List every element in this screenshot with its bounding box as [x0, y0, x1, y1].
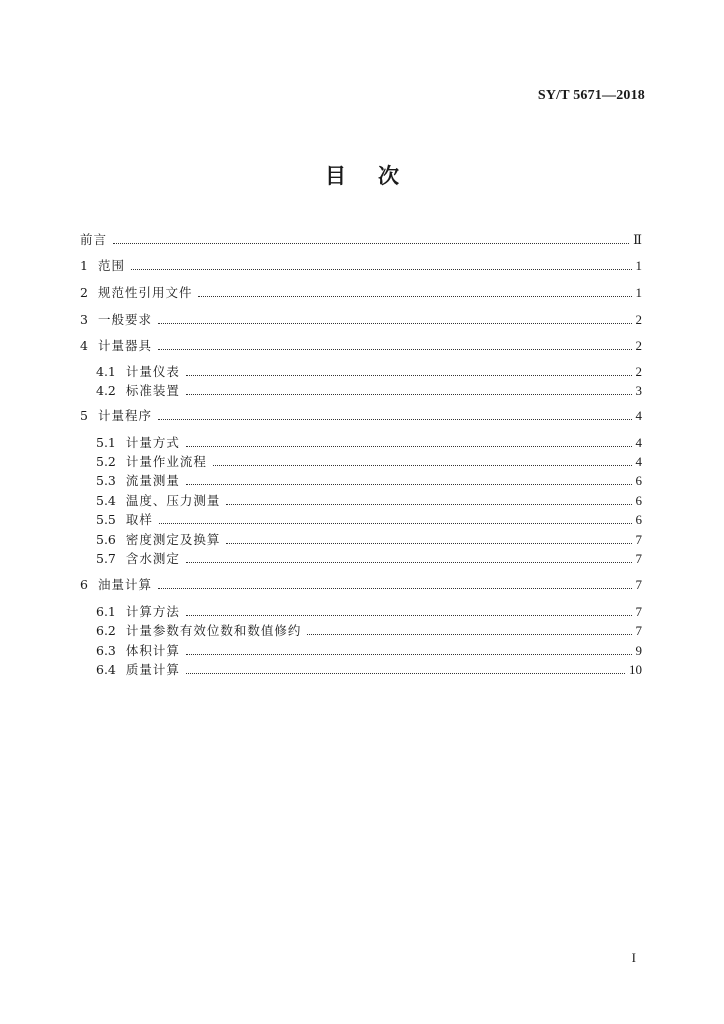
dot-leader — [226, 542, 631, 544]
toc-entry[interactable] — [96, 532, 642, 548]
toc-entry-page: 6 — [635, 473, 642, 488]
toc-entry-label: 计量程序 — [97, 408, 152, 423]
toc-entry-number: 5.4 — [96, 493, 116, 508]
table-of-contents — [80, 0, 642, 1024]
toc-entry[interactable] — [80, 577, 642, 593]
dot-leader — [186, 672, 625, 674]
toc-entry-label: 温度、压力测量 — [125, 493, 221, 508]
dot-leader — [186, 614, 632, 616]
toc-entry-page: 3 — [635, 383, 642, 398]
toc-entry-number: 4.2 — [96, 383, 116, 398]
toc-entry-number: 3 — [80, 312, 88, 327]
toc-entry[interactable] — [96, 623, 642, 639]
dot-leader — [213, 464, 632, 466]
dot-leader — [186, 374, 632, 376]
page-number: I — [631, 950, 636, 965]
toc-entry-page: 9 — [635, 643, 642, 658]
toc-entry-label: 体积计算 — [125, 643, 180, 658]
dot-leader — [186, 561, 632, 563]
toc-entry-number: 5.1 — [96, 435, 116, 450]
toc-entry-page: 4 — [635, 408, 642, 423]
toc-entry-label: 取样 — [125, 512, 153, 527]
toc-entry-number: 5.5 — [96, 512, 116, 527]
toc-entry-page: 2 — [635, 338, 642, 353]
toc-entry-page: Ⅱ — [633, 232, 642, 247]
toc-entry[interactable] — [96, 551, 642, 567]
toc-entry-page: 7 — [635, 532, 642, 547]
dot-leader — [226, 503, 631, 505]
toc-entry-label: 规范性引用文件 — [97, 285, 193, 300]
toc-entry[interactable] — [80, 258, 642, 274]
toc-entry-number: 6.4 — [96, 662, 116, 677]
toc-entry-label: 范围 — [97, 258, 125, 273]
toc-entry-page: 4 — [635, 435, 642, 450]
dot-leader — [131, 268, 632, 270]
toc-entry-label: 计量方式 — [125, 435, 180, 450]
toc-entry-number: 4 — [80, 338, 88, 353]
dot-leader — [186, 445, 632, 447]
toc-entry-number: 5.3 — [96, 473, 116, 488]
toc-entry-label: 前言 — [80, 232, 108, 247]
toc-entry-page: 7 — [635, 577, 642, 592]
dot-leader — [186, 393, 632, 395]
toc-entry-number: 5.2 — [96, 454, 116, 469]
toc-entry-label: 计算方法 — [125, 604, 180, 619]
toc-entry-page: 4 — [635, 454, 642, 469]
toc-entry[interactable] — [96, 643, 642, 659]
dot-leader — [158, 418, 632, 420]
toc-entry-label: 质量计算 — [125, 662, 180, 677]
toc-entry-page: 1 — [635, 258, 642, 273]
toc-entry-number: 6.2 — [96, 623, 116, 638]
toc-entry[interactable] — [96, 383, 642, 399]
toc-entry-number: 4.1 — [96, 364, 116, 379]
toc-entry-label: 一般要求 — [97, 312, 152, 327]
dot-leader — [113, 242, 629, 244]
dot-leader — [159, 522, 632, 524]
toc-entry[interactable] — [80, 312, 642, 328]
toc-entry-label: 密度测定及换算 — [125, 532, 221, 547]
toc-entry-number: 6 — [80, 577, 88, 592]
toc-entry-number: 2 — [80, 285, 88, 300]
toc-entry-number: 5.6 — [96, 532, 116, 547]
toc-entry-label: 计量仪表 — [125, 364, 180, 379]
dot-leader — [158, 587, 632, 589]
toc-entry[interactable] — [96, 364, 642, 380]
toc-title: 目次 — [325, 164, 431, 188]
toc-entry[interactable] — [96, 512, 642, 528]
toc-entry-page: 2 — [635, 364, 642, 379]
toc-entry-number: 6.1 — [96, 604, 116, 619]
toc-entry[interactable] — [80, 285, 642, 301]
toc-entry-label: 流量测量 — [125, 473, 180, 488]
toc-entry-page: 1 — [635, 285, 642, 300]
toc-entry[interactable] — [96, 454, 642, 470]
toc-entry[interactable] — [96, 604, 642, 620]
toc-entry[interactable] — [80, 408, 642, 424]
dot-leader — [307, 633, 631, 635]
standard-code: SY/T 5671—2018 — [537, 88, 645, 103]
toc-entry[interactable] — [96, 473, 642, 489]
toc-entry-number: 5.7 — [96, 551, 116, 566]
toc-entry-number: 6.3 — [96, 643, 116, 658]
toc-entry-page: 7 — [635, 551, 642, 566]
toc-entry-page: 7 — [635, 604, 642, 619]
toc-entry[interactable] — [80, 338, 642, 354]
dot-leader — [186, 653, 632, 655]
toc-entry-number: 1 — [80, 258, 88, 273]
toc-entry-page: 6 — [635, 493, 642, 508]
toc-entry-page: 7 — [635, 623, 642, 638]
toc-entry-page: 2 — [635, 312, 642, 327]
toc-entry-label: 计量器具 — [97, 338, 152, 353]
toc-entry-page: 10 — [629, 662, 642, 677]
dot-leader — [158, 348, 632, 350]
toc-entry-label: 标准装置 — [125, 383, 180, 398]
toc-entry-label: 油量计算 — [97, 577, 152, 592]
dot-leader — [158, 322, 632, 324]
dot-leader — [198, 295, 631, 297]
toc-entry-number: 5 — [80, 408, 88, 423]
toc-entry[interactable] — [96, 662, 642, 678]
toc-entry-label: 计量参数有效位数和数值修约 — [125, 623, 302, 638]
toc-entry-label: 计量作业流程 — [125, 454, 207, 469]
toc-entry[interactable] — [96, 435, 642, 451]
toc-entry[interactable] — [96, 493, 642, 509]
toc-entry-page: 6 — [635, 512, 642, 527]
toc-entry[interactable] — [80, 232, 642, 248]
toc-entry-label: 含水测定 — [125, 551, 180, 566]
dot-leader — [186, 483, 632, 485]
